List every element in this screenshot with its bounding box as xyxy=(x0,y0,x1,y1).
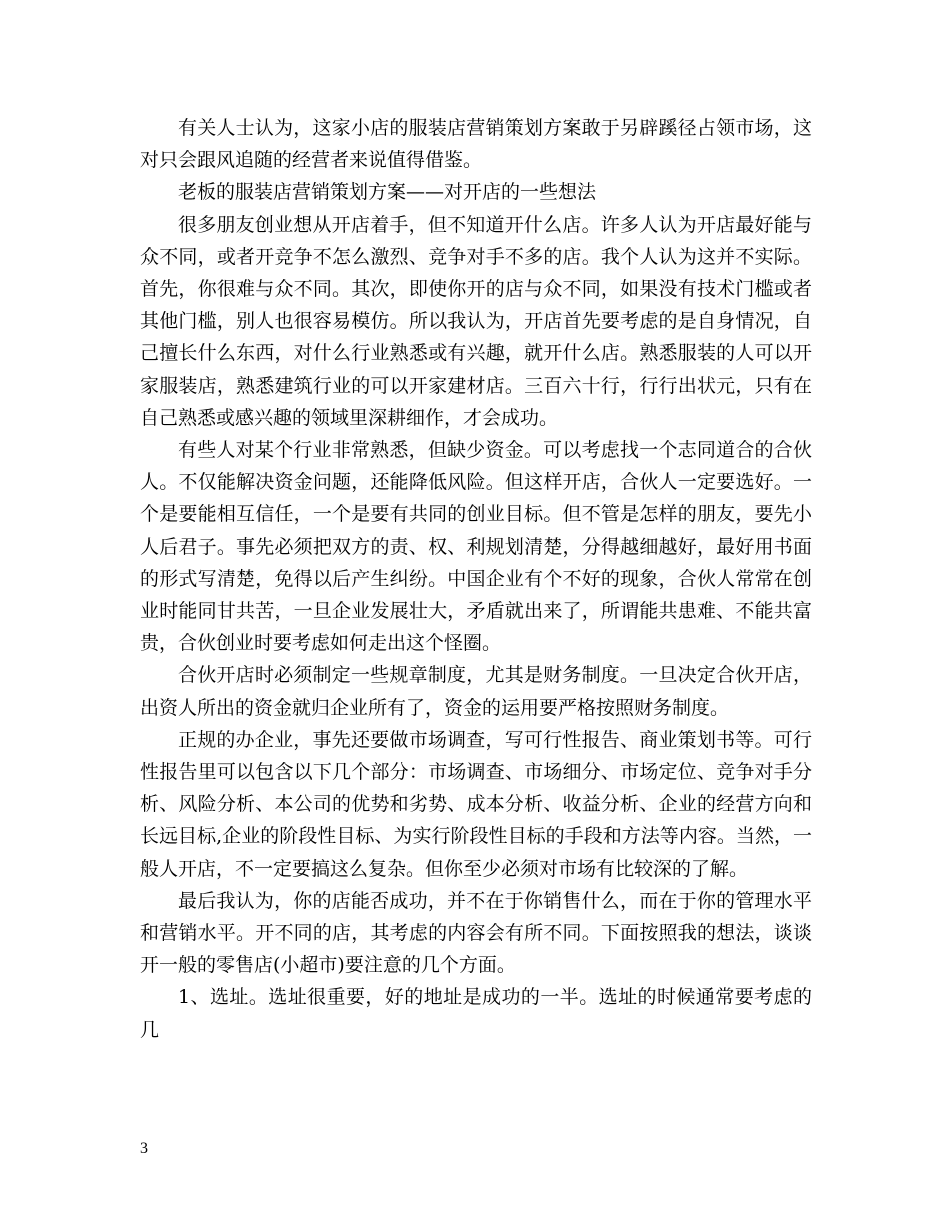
paragraph: 1、选址。选址很重要，好的地址是成功的一半。选址的时候通常要考虑的几 xyxy=(140,986,812,1041)
section-heading: 老板的服装店营销策划方案——对开店的一些想法 xyxy=(178,181,597,204)
paragraph: 正规的办企业，事先还要做市场调查，写可行性报告、商业策划书等。可行性报告里可以包含以下几个部分：市场调查、市场细分、市场定位、竞争对手分析、风险分析、本公司的优势和劣势、成本分析、收益分析、企业的经营方向和长远目标,企业的阶段性目标、为实行阶段性目标的手段和方法等内容。当然，一般人开店，不一定要搞这么复杂。但你至少必须对市场有比较深的了解。 xyxy=(140,728,812,880)
paragraph: 有些人对某个行业非常熟悉，但缺少资金。可以考虑找一个志同道合的合伙人。不仅能解决资金问题，还能降低风险。但这样开店，合伙人一定要选好。一个是要能相互信任，一个是要有共同的创业目标。但不管是怎样的朋友，要先小人后君子。事先必须把双方的责、权、利规划清楚，分得越细越好，最好用书面的形式写清楚，免得以后产生纠纷。中国企业有个不好的现象，合伙人常常在创业时能同甘共苦，一旦企业发展壮大，矛盾就出来了，所谓能共患难、不能共富贵，合伙创业时要考虑如何走出这个怪圈。 xyxy=(140,439,812,655)
paragraph: 合伙开店时必须制定一些规章制度，尤其是财务制度。一旦决定合伙开店，出资人所出的资金就归企业所有了，资金的运用要严格按照财务制度。 xyxy=(140,664,812,719)
paragraph: 很多朋友创业想从开店着手，但不知道开什么店。许多人认为开店最好能与众不同，或者开竞争不怎么激烈、竞争对手不多的店。我个人认为这并不实际。首先，你很难与众不同。其次，即使你开的店与众不同，如果没有技术门槛或者其他门槛，别人也很容易模仿。所以我认为，开店首先要考虑的是自身情况，自己擅长什么东西，对什么行业熟悉或有兴趣，就开什么店。熟悉服装的人可以开家服装店，熟悉建筑行业的可以开家建材店。三百六十行，行行出状元，只有在自己熟悉或感兴趣的领域里深耕细作，才会成功。 xyxy=(140,213,812,429)
page-number: 3 xyxy=(140,1140,148,1157)
paragraph: 有关人士认为，这家小店的服装店营销策划方案敢于另辟蹊径占领市场，这对只会跟风追随的经营者来说值得借鉴。 xyxy=(140,117,812,172)
paragraph: 最后我认为，你的店能否成功，并不在于你销售什么，而在于你的管理水平和营销水平。开不同的店，其考虑的内容会有所不同。下面按照我的想法，谈谈开一般的零售店(小超市)要注意的几个方面。 xyxy=(140,889,812,977)
document-body xyxy=(140,112,812,1046)
